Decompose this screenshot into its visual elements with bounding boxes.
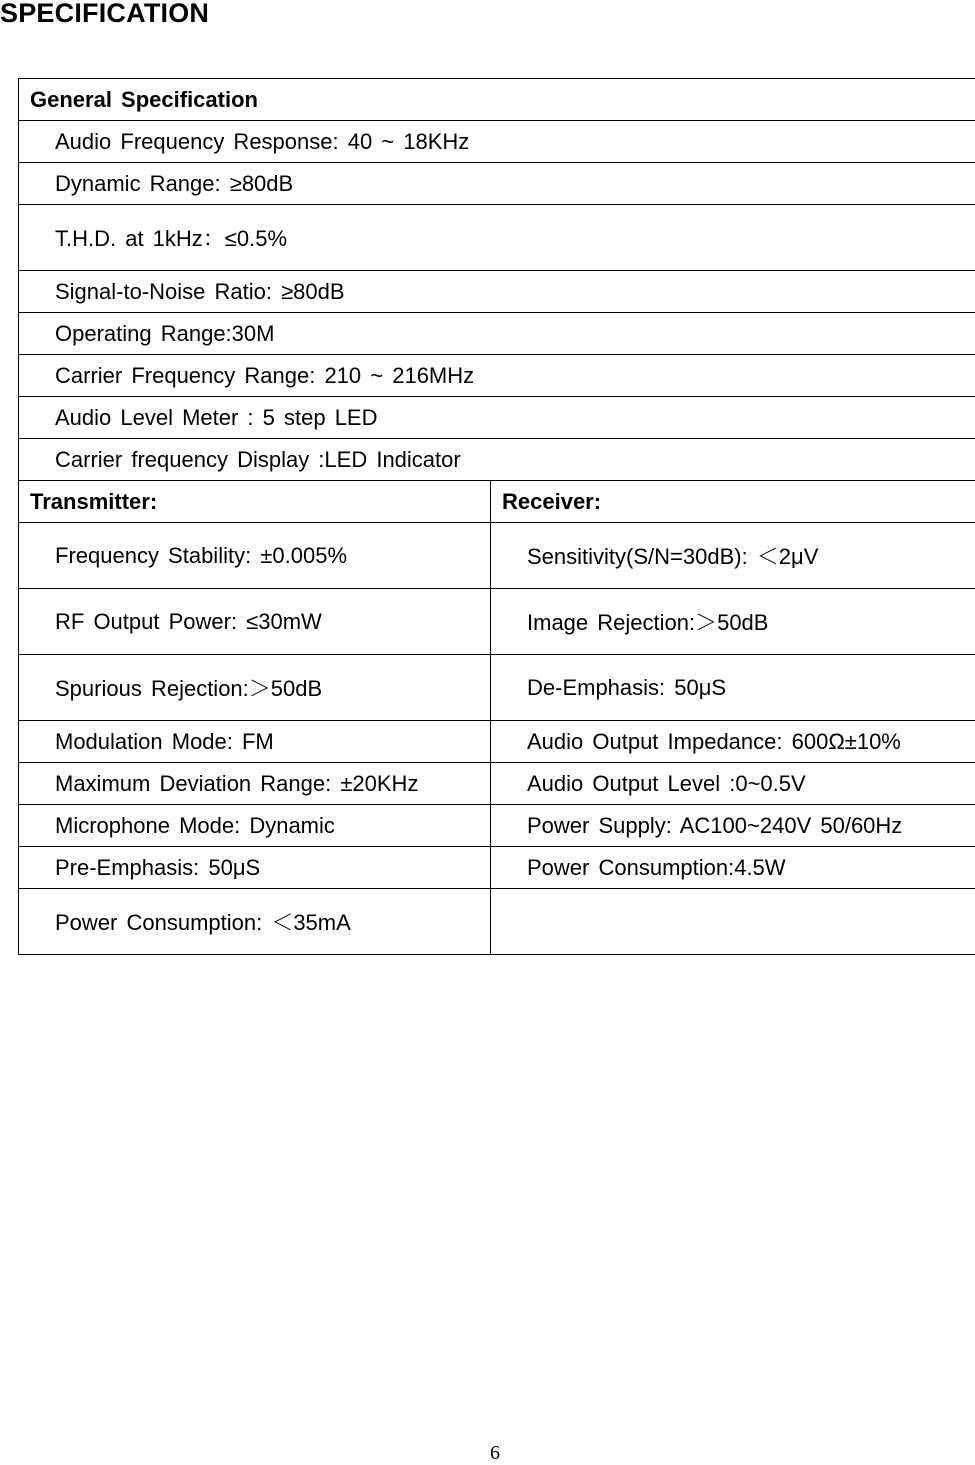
transmitter-item: RF Output Power: ≤30mW [19,589,491,655]
general-item: Audio Level Meter : 5 step LED [19,397,975,439]
receiver-item: Sensitivity(S/N=30dB): ＜2μV [491,523,975,589]
table-row [19,163,975,205]
table-row [19,655,975,721]
transmitter-item: Modulation Mode: FM [19,721,491,763]
general-item: Operating Range:30M [19,313,975,355]
page-title: SPECIFICATION [0,0,209,29]
table-row [19,805,975,847]
table-row [19,439,975,481]
transmitter-item: Power Consumption: ＜35mA [19,889,491,955]
receiver-item: Audio Output Impedance: 600Ω±10% [491,721,975,763]
transmitter-item: Frequency Stability: ±0.005% [19,523,491,589]
receiver-item: Power Supply: AC100~240V 50/60Hz [491,805,975,847]
table-row [19,355,975,397]
general-item: Carrier Frequency Range: 210 ~ 216MHz [19,355,975,397]
general-item: Carrier frequency Display :LED Indicator [19,439,975,481]
specification-table [18,78,975,955]
transmitter-header: Transmitter: [19,481,491,523]
transmitter-item: Microphone Mode: Dynamic [19,805,491,847]
receiver-item-empty [491,889,975,955]
page-number: 6 [0,1442,975,1465]
general-header-row [19,79,975,121]
transmitter-item: Pre-Emphasis: 50μS [19,847,491,889]
general-item: Signal-to-Noise Ratio: ≥80dB [19,271,975,313]
table-row [19,121,975,163]
table-row [19,589,975,655]
table-row [19,397,975,439]
table-row [19,721,975,763]
general-specification-header: General Specification [19,79,975,121]
table-row [19,889,975,955]
transmitter-item: Maximum Deviation Range: ±20KHz [19,763,491,805]
receiver-item: Audio Output Level :0~0.5V [491,763,975,805]
table-row [19,205,975,271]
receiver-item: Image Rejection:＞50dB [491,589,975,655]
section-header-row [19,481,975,523]
receiver-item: De-Emphasis: 50μS [491,655,975,721]
general-item: Audio Frequency Response: 40 ~ 18KHz [19,121,975,163]
receiver-item: Power Consumption:4.5W [491,847,975,889]
receiver-header: Receiver: [491,481,975,523]
general-item: Dynamic Range: ≥80dB [19,163,975,205]
table-row [19,847,975,889]
table-row [19,271,975,313]
table-row [19,313,975,355]
table-row [19,523,975,589]
transmitter-item: Spurious Rejection:＞50dB [19,655,491,721]
table-row [19,763,975,805]
general-item: T.H.D. at 1kHz：≤0.5% [19,205,975,271]
